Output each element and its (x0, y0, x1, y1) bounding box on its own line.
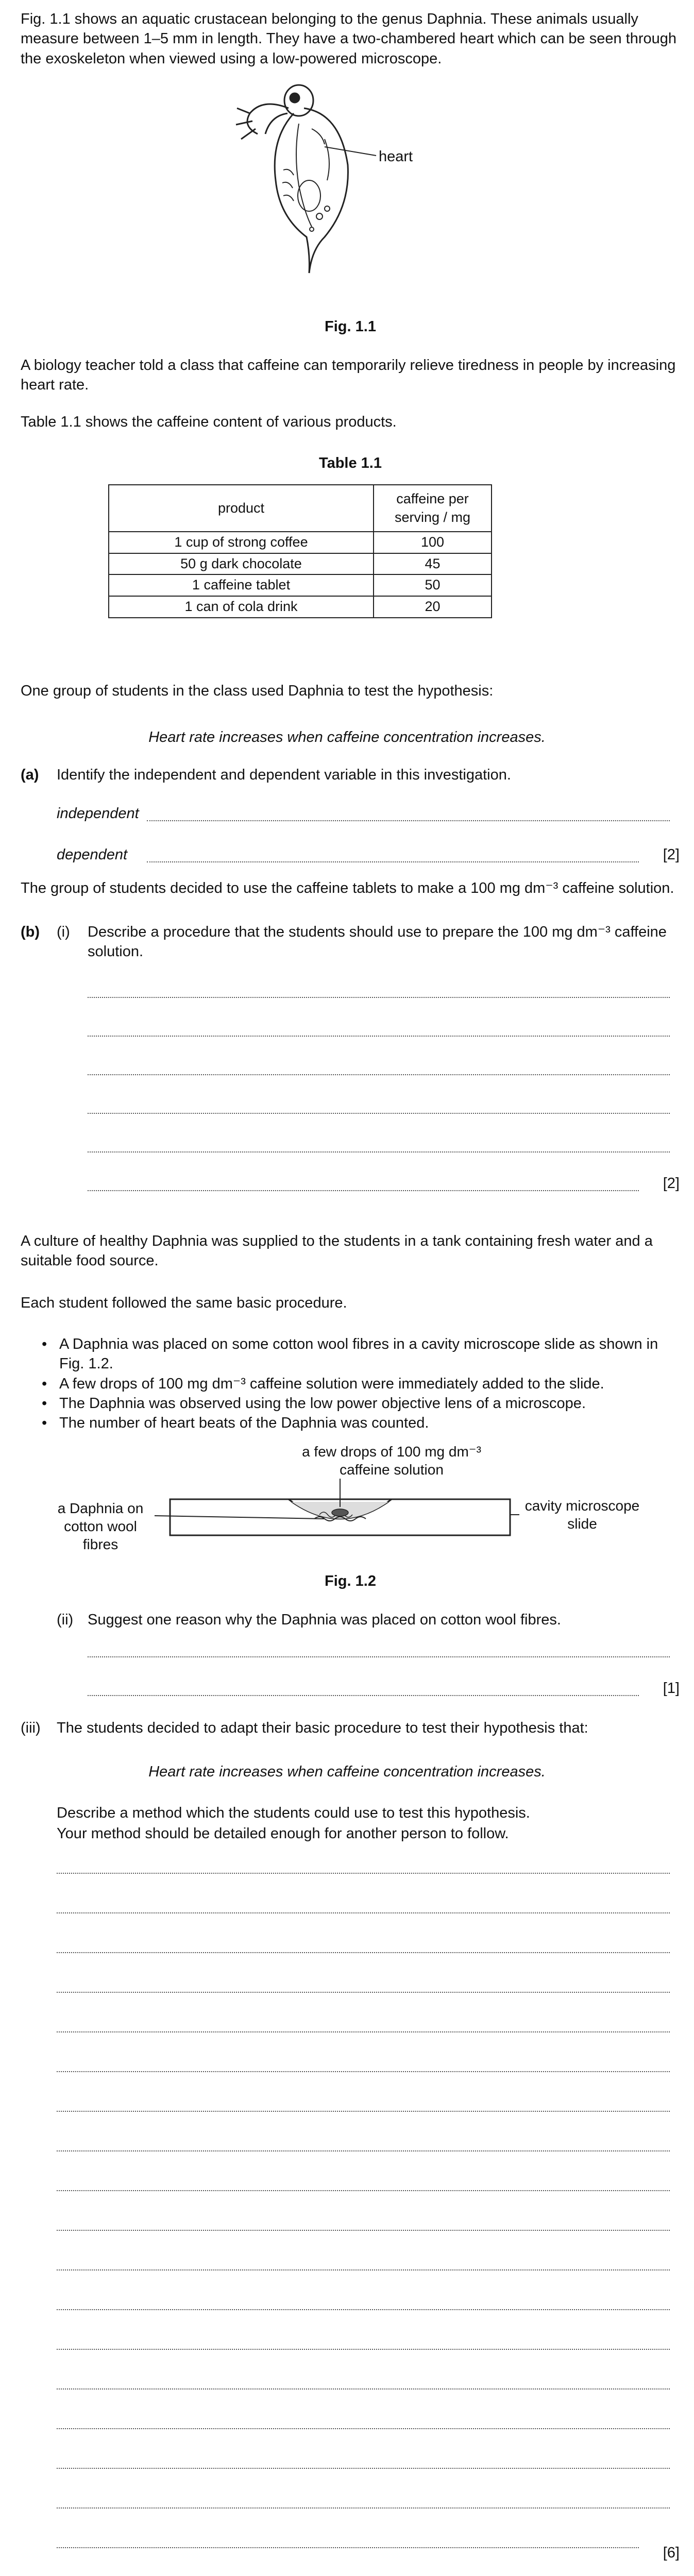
answer-line[interactable] (57, 2507, 670, 2509)
fig2-caption: Fig. 1.2 (325, 1573, 376, 1589)
answer-line[interactable] (147, 861, 639, 862)
product-cell: 1 can of cola drink (109, 596, 374, 618)
fig2-label-left: a Daphnia on cotton wool fibres (57, 1500, 144, 1552)
hypothesis-intro: One group of students in the class used Daphnia to test the hypothesis: (21, 683, 494, 699)
header-caffeine: caffeine per serving / mg (374, 485, 492, 532)
question-a-label: (a) (21, 767, 39, 783)
question-b-iii-text: The students decided to adapt their basic procedure to test their hypothesis that: (57, 1720, 588, 1736)
table-header-row (109, 485, 492, 532)
answer-line[interactable] (88, 1656, 670, 1657)
method-instruction-2: Your method should be detailed enough for another person to follow. (57, 1825, 509, 1842)
product-cell: 1 caffeine tablet (109, 574, 374, 596)
caffeine-cell: 50 (374, 574, 492, 596)
answer-line[interactable] (88, 1151, 670, 1153)
answer-line[interactable] (57, 2269, 670, 2270)
answer-line[interactable] (88, 1113, 670, 1114)
answer-line[interactable] (57, 1952, 670, 1953)
list-item: • The Daphnia was observed using the low power objective lens of a microscope. (39, 1394, 680, 1413)
answer-line[interactable] (57, 1873, 670, 1874)
answer-line[interactable] (57, 2388, 670, 2389)
answer-line[interactable] (88, 1695, 639, 1696)
question-b-i-label: (i) (57, 924, 70, 940)
answer-line[interactable] (57, 1912, 670, 1913)
table1-title: Table 1.1 (319, 455, 382, 471)
question-b-ii-label: (ii) (57, 1612, 74, 1628)
answer-line[interactable] (57, 2031, 670, 2032)
fig2-label-right: cavity microscope slide (524, 1498, 640, 1532)
answer-line[interactable] (57, 2547, 639, 2548)
hypothesis-text-repeat: Heart rate increases when caffeine concentration increases. (148, 1764, 546, 1780)
question-a-text: Identify the independent and dependent variable in this investigation. (57, 767, 511, 783)
caffeine-content-table (108, 484, 492, 618)
marks-b-ii: [1] (663, 1680, 680, 1697)
header-product: product (109, 485, 374, 532)
daphnia-drawing (222, 77, 448, 294)
heart-label: heart (379, 148, 413, 165)
answer-line[interactable] (57, 2190, 670, 2191)
cavity-slide-diagram (149, 1479, 531, 1556)
product-cell: 50 g dark chocolate (109, 553, 374, 575)
table-intro: Table 1.1 shows the caffeine content of various products. (21, 414, 397, 430)
independent-label: independent (57, 805, 139, 822)
list-item: • A few drops of 100 mg dm⁻³ caffeine solution were immediately added to the slide. (39, 1374, 680, 1394)
table-row (109, 596, 492, 618)
caffeine-cell: 20 (374, 596, 492, 618)
table-row (109, 532, 492, 553)
marks-b-iii: [6] (663, 2545, 680, 2561)
intro-paragraph: Fig. 1.1 shows an aquatic crustacean belonging to the genus Daphnia. These animals usually measure between 1–5 mm in length. They have a two-chambered heart which can be seen through the exoskeleton when viewed using a low-powered microscope. (21, 11, 676, 67)
question-b-ii-text: Suggest one reason why the Daphnia was placed on cotton wool fibres. (88, 1612, 561, 1628)
question-b-label: (b) (21, 924, 40, 940)
answer-line[interactable] (57, 2468, 670, 2469)
question-b-i-text: Describe a procedure that the students should use to prepare the 100 mg dm⁻³ caffeine solution. (88, 924, 667, 960)
list-item: • A Daphnia was placed on some cotton wool fibres in a cavity microscope slide as shown in Fig. 1.2. (39, 1334, 680, 1374)
answer-line[interactable] (57, 2111, 670, 2112)
answer-line[interactable] (147, 820, 670, 821)
dependent-label: dependent (57, 846, 128, 863)
method-instruction-1: Describe a method which the students could use to test this hypothesis. (57, 1805, 530, 1821)
product-cell: 1 cup of strong coffee (109, 532, 374, 553)
table-row (109, 574, 492, 596)
answer-line[interactable] (57, 1992, 670, 1993)
answer-line[interactable] (57, 2309, 670, 2310)
culture-text: A culture of healthy Daphnia was supplied to the students in a tank containing fresh water and a suitable food source. (21, 1233, 653, 1269)
table-row (109, 553, 492, 575)
answer-line[interactable] (57, 2428, 670, 2429)
answer-line[interactable] (57, 2071, 670, 2072)
answer-line[interactable] (57, 2230, 670, 2231)
answer-line[interactable] (57, 2150, 670, 2151)
answer-line[interactable] (88, 1036, 670, 1037)
procedure-intro: Each student followed the same basic procedure. (21, 1295, 347, 1311)
hypothesis-text: Heart rate increases when caffeine concentration increases. (148, 729, 546, 745)
caffeine-tiredness-paragraph: A biology teacher told a class that caffeine can temporarily relieve tiredness in people by increasing heart rate. (21, 357, 676, 394)
answer-line[interactable] (57, 2349, 670, 2350)
answer-line[interactable] (88, 1074, 670, 1075)
marks-a: [2] (663, 846, 680, 863)
fig2-label-top: a few drops of 100 mg dm⁻³ caffeine solution (302, 1444, 481, 1478)
answer-line[interactable] (88, 997, 670, 998)
tablets-text: The group of students decided to use the caffeine tablets to make a 100 mg dm⁻³ caffeine solution. (21, 880, 674, 896)
caffeine-cell: 100 (374, 532, 492, 553)
list-item: • The number of heart beats of the Daphnia was counted. (39, 1413, 680, 1433)
procedure-list (39, 1334, 680, 1433)
answer-line[interactable] (88, 1190, 639, 1191)
caffeine-cell: 45 (374, 553, 492, 575)
question-b-iii-label: (iii) (21, 1720, 41, 1736)
fig1-caption: Fig. 1.1 (325, 318, 376, 335)
marks-b-i: [2] (663, 1175, 680, 1192)
